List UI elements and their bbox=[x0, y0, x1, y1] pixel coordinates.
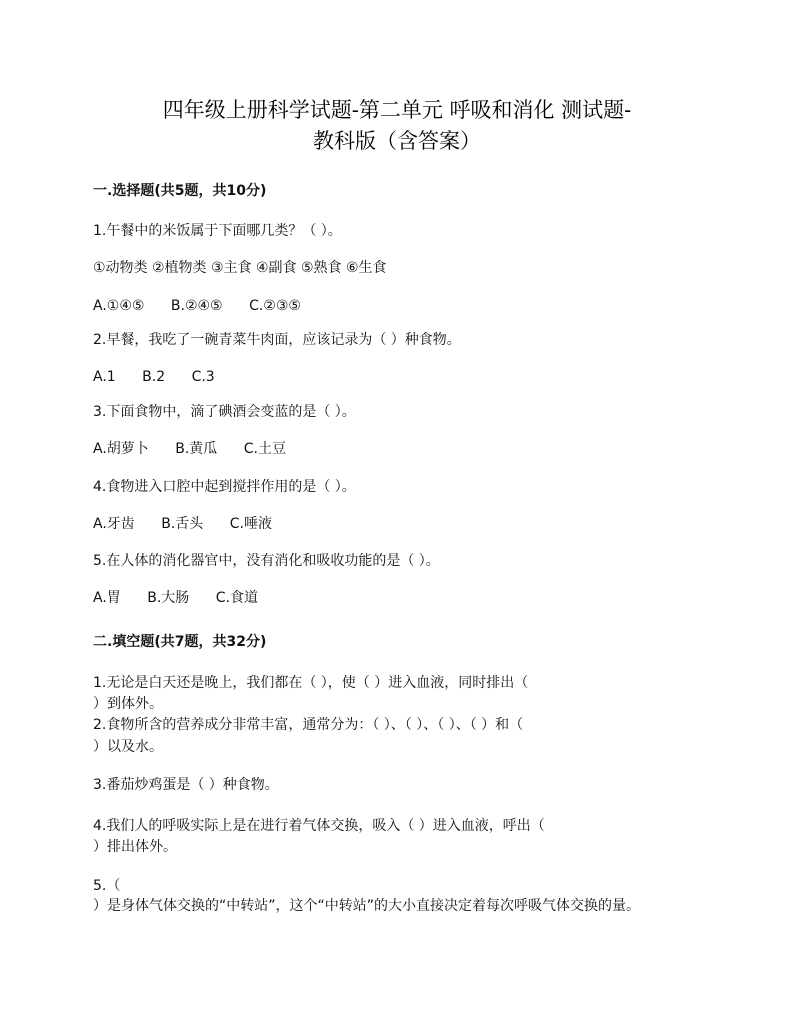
section-heading-fill: 二.填空题(共7题，共32分) bbox=[93, 634, 267, 650]
option-c: C.3 bbox=[191, 369, 215, 385]
fill-5-line-2: ）是身体气体交换的“中转站”，这个“中转站”的大小直接决定着每次呼吸气体交换的量。 bbox=[93, 898, 641, 914]
option-a: A.胡萝卜 bbox=[93, 441, 149, 457]
question-5-text: 5.在人体的消化器官中，没有消化和吸收功能的是（ ）。 bbox=[93, 553, 440, 569]
question-4-options bbox=[93, 514, 272, 534]
fill-5-line-1: 5.（ bbox=[93, 878, 121, 894]
question-4-text: 4.食物进入口腔中起到搅拌作用的是（ ）。 bbox=[93, 479, 356, 495]
option-a: A.①④⑤ bbox=[93, 298, 145, 314]
fill-4-line-2: ）排出体外。 bbox=[93, 839, 177, 855]
option-c: C.土豆 bbox=[243, 441, 286, 457]
option-b: B.舌头 bbox=[161, 516, 204, 532]
section-heading-choice: 一.选择题(共5题，共10分) bbox=[93, 183, 267, 199]
fill-1-line-2: ）到体外。 bbox=[93, 696, 163, 712]
option-b: B.2 bbox=[142, 369, 166, 385]
option-c: C.②③⑤ bbox=[249, 298, 301, 314]
option-b: B.黄瓜 bbox=[175, 441, 218, 457]
question-2-options bbox=[93, 367, 215, 387]
question-2-text: 2.早餐，我吃了一碗青菜牛肉面，应该记录为（ ）种食物。 bbox=[93, 332, 461, 348]
fill-2-line-1: 2.食物所含的营养成分非常丰富，通常分为：（ ）、（ ）、（ ）、（ ）和（ bbox=[93, 717, 524, 733]
question-1-text: 1.午餐中的米饭属于下面哪几类？（ ）。 bbox=[93, 223, 342, 239]
question-5-options bbox=[93, 588, 258, 608]
question-1-options bbox=[93, 296, 301, 316]
fill-1-line-1: 1.无论是白天还是晚上，我们都在（ ），使（ ）进入血液，同时排出（ bbox=[93, 675, 529, 691]
question-3-text: 3.下面食物中，滴了碘酒会变蓝的是（ ）。 bbox=[93, 404, 356, 420]
option-b: B.大肠 bbox=[147, 590, 190, 606]
option-c: C.食道 bbox=[215, 590, 258, 606]
option-a: A.牙齿 bbox=[93, 516, 135, 532]
option-c: C.唾液 bbox=[229, 516, 272, 532]
page-title-line-2: 教科版（含答案） bbox=[313, 129, 481, 153]
fill-4-line-1: 4.我们人的呼吸实际上是在进行着气体交换，吸入（ ）进入血液，呼出（ bbox=[93, 818, 545, 834]
option-a: A.1 bbox=[93, 369, 116, 385]
page-title-line-1: 四年级上册科学试题-第二单元 呼吸和消化 测试题- bbox=[162, 98, 632, 122]
fill-2-line-2: ）以及水。 bbox=[93, 739, 163, 755]
option-b: B.②④⑤ bbox=[170, 298, 223, 314]
question-3-options bbox=[93, 439, 286, 459]
option-a: A.胃 bbox=[93, 590, 121, 606]
question-1-choices: ①动物类 ②植物类 ③主食 ④副食 ⑤熟食 ⑥生食 bbox=[93, 260, 387, 276]
fill-3-line-1: 3.番茄炒鸡蛋是（ ）种食物。 bbox=[93, 777, 279, 793]
